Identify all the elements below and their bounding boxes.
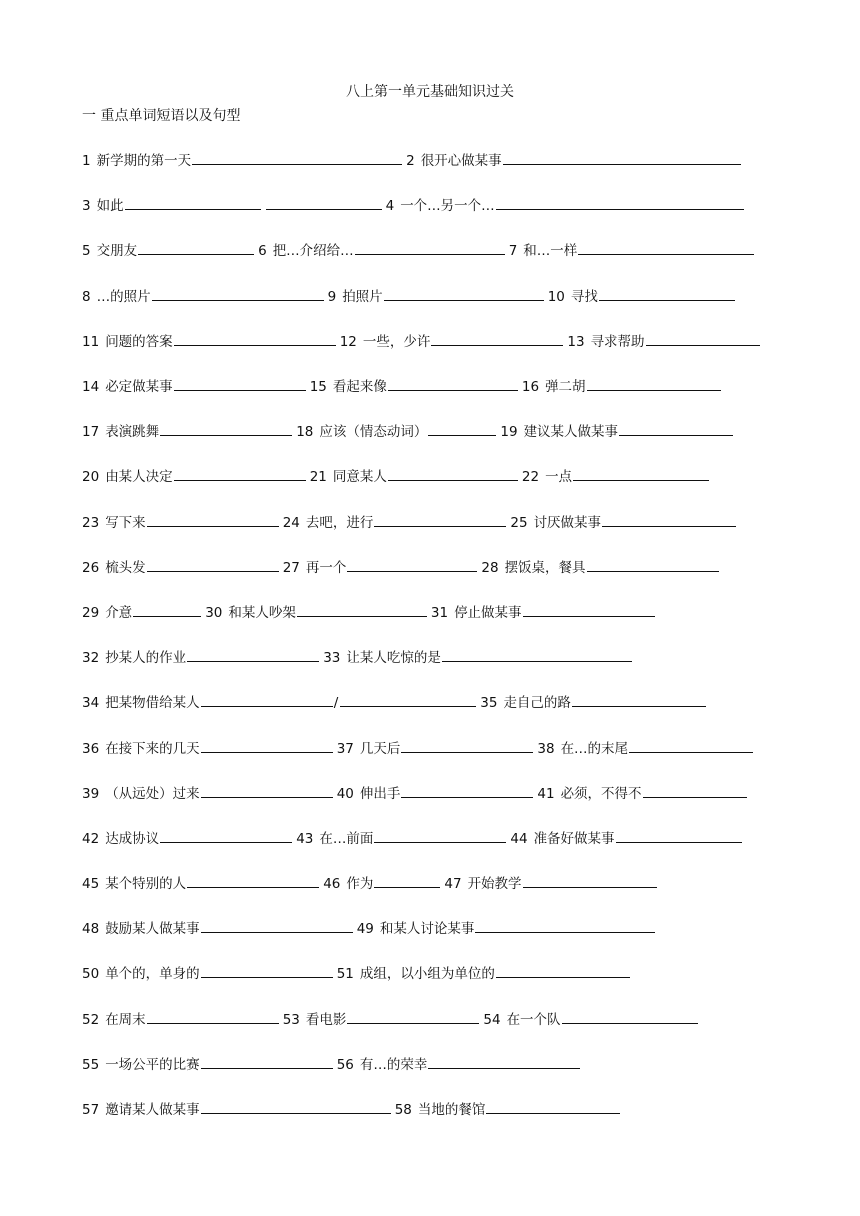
item-number: 4 <box>385 198 395 215</box>
item-number: 55 <box>82 1056 100 1073</box>
answer-blank[interactable] <box>201 738 333 753</box>
vocab-item <box>296 421 496 442</box>
answer-blank[interactable] <box>388 376 518 391</box>
vocab-row <box>82 816 782 861</box>
item-number: 35 <box>480 695 498 712</box>
answer-blank[interactable] <box>523 602 655 617</box>
answer-blank[interactable] <box>340 692 476 707</box>
item-prompt: 应该（情态动词） <box>319 424 428 441</box>
slash-separator: / <box>333 695 339 712</box>
vocab-item <box>82 557 279 578</box>
answer-blank[interactable] <box>523 873 657 888</box>
item-prompt: 作为 <box>346 876 374 893</box>
vocab-item <box>82 286 324 307</box>
answer-blank[interactable] <box>297 602 427 617</box>
item-prompt: 问题的答案 <box>105 333 173 350</box>
vocab-item <box>82 331 336 352</box>
item-number: 34 <box>82 695 100 712</box>
item-number: 8 <box>82 288 91 305</box>
vocab-item <box>510 512 736 533</box>
item-prompt: 和…一样 <box>523 243 578 260</box>
vocab-item <box>82 692 476 713</box>
item-prompt: 当地的餐馆 <box>417 1102 486 1119</box>
answer-blank[interactable] <box>201 783 333 798</box>
answer-blank[interactable] <box>147 557 279 572</box>
answer-blank[interactable] <box>388 466 518 481</box>
item-number: 54 <box>483 1011 501 1028</box>
answer-blank[interactable] <box>573 466 709 481</box>
item-prompt: （从远处）过来 <box>105 785 200 802</box>
item-prompt: 在接下来的几天 <box>105 740 200 757</box>
item-number: 51 <box>336 966 354 983</box>
answer-blank[interactable] <box>147 1009 279 1024</box>
vocab-row <box>82 997 782 1042</box>
vocab-item <box>82 421 292 442</box>
item-prompt: 在…前面 <box>319 830 374 847</box>
answer-blank[interactable] <box>442 647 632 662</box>
item-number: 53 <box>282 1011 300 1028</box>
vocab-item <box>82 963 333 984</box>
item-number: 11 <box>82 333 100 350</box>
vocab-item <box>323 647 632 668</box>
vocab-item <box>357 918 656 939</box>
vocab-item <box>500 421 733 442</box>
vocab-item <box>310 466 518 487</box>
vocab-row <box>82 183 782 228</box>
answer-blank[interactable] <box>562 1009 698 1024</box>
item-prompt: 走自己的路 <box>503 695 571 712</box>
item-number: 49 <box>356 921 374 938</box>
answer-blank[interactable] <box>646 331 760 346</box>
item-number: 2 <box>406 153 415 170</box>
vocab-item <box>328 286 544 307</box>
item-prompt: 写下来 <box>105 514 146 531</box>
item-prompt: 单个的，单身的 <box>105 966 200 983</box>
vocab-item <box>395 1099 621 1120</box>
item-prompt: 看起来像 <box>332 379 387 396</box>
answer-blank[interactable] <box>496 963 630 978</box>
vocab-item <box>82 647 319 668</box>
item-number: 6 <box>258 243 267 260</box>
item-prompt: 一些，少许 <box>362 333 431 350</box>
answer-blank[interactable] <box>266 195 382 210</box>
item-number: 29 <box>82 604 100 621</box>
item-number: 12 <box>339 333 357 350</box>
item-number: 3 <box>82 198 91 215</box>
vocab-item <box>340 331 564 352</box>
item-prompt: 表演跳舞 <box>105 424 160 441</box>
item-prompt: 让某人吃惊的是 <box>346 650 441 667</box>
item-prompt: 建议某人做某事 <box>523 424 619 441</box>
answer-blank[interactable] <box>587 376 721 391</box>
item-prompt: 去吧，进行 <box>305 514 374 531</box>
item-prompt: 看电影 <box>305 1011 347 1028</box>
vocabulary-list <box>82 138 782 1132</box>
vocab-item <box>82 918 353 939</box>
item-number: 25 <box>510 514 528 531</box>
vocab-item <box>337 783 534 804</box>
vocab-item <box>82 1054 333 1075</box>
vocab-item <box>386 195 744 216</box>
vocab-item <box>82 512 279 533</box>
item-prompt: 和某人吵架 <box>228 604 296 621</box>
item-prompt: 同意某人 <box>332 469 387 486</box>
item-prompt: 把某物借给某人 <box>105 695 200 712</box>
vocab-row <box>82 725 782 770</box>
answer-blank[interactable] <box>428 1054 580 1069</box>
item-prompt: 拍照片 <box>342 288 383 305</box>
answer-blank[interactable] <box>201 918 353 933</box>
answer-blank[interactable] <box>201 692 333 707</box>
answer-blank[interactable] <box>160 828 292 843</box>
answer-blank[interactable] <box>160 421 292 436</box>
vocab-row <box>82 454 782 499</box>
answer-blank[interactable] <box>496 195 744 210</box>
item-prompt: 新学期的第一天 <box>96 153 192 170</box>
answer-blank[interactable] <box>619 421 733 436</box>
item-number: 24 <box>282 514 300 531</box>
vocab-item <box>205 602 427 623</box>
section-heading: 一 重点单词短语以及句型 <box>82 108 241 124</box>
item-number: 13 <box>567 333 585 350</box>
item-prompt: 成组，以小组为单位的 <box>359 966 495 983</box>
item-number: 31 <box>430 604 449 621</box>
page-title: 八上第一单元基础知识过关 <box>346 84 514 100</box>
item-number: 44 <box>510 830 528 847</box>
answer-blank[interactable] <box>578 240 754 255</box>
item-number: 15 <box>309 379 327 396</box>
answer-blank[interactable] <box>503 150 741 165</box>
answer-blank[interactable] <box>374 512 506 527</box>
vocab-row <box>82 319 782 364</box>
item-number: 28 <box>481 559 499 576</box>
vocab-row <box>82 680 782 725</box>
item-number: 42 <box>82 830 100 847</box>
item-number: 33 <box>323 650 341 667</box>
vocab-item <box>510 828 741 849</box>
item-number: 56 <box>336 1056 354 1073</box>
item-prompt: 达成协议 <box>105 830 160 847</box>
item-prompt: 寻找 <box>570 288 598 305</box>
answer-blank[interactable] <box>347 557 477 572</box>
vocab-item <box>481 557 718 578</box>
answer-blank[interactable] <box>572 692 706 707</box>
item-number: 32 <box>82 650 100 667</box>
answer-blank[interactable] <box>629 738 753 753</box>
item-prompt: 准备好做某事 <box>533 830 615 847</box>
item-prompt: 介意 <box>105 604 133 621</box>
vocab-row <box>82 635 782 680</box>
item-number: 1 <box>82 153 91 170</box>
item-prompt: 由某人决定 <box>105 469 173 486</box>
vocab-item <box>337 1054 581 1075</box>
item-prompt: 几天后 <box>359 740 401 757</box>
item-number: 43 <box>296 830 314 847</box>
item-number: 36 <box>82 740 100 757</box>
item-number: 39 <box>82 785 100 802</box>
item-prompt: 邀请某人做某事 <box>105 1102 200 1119</box>
answer-blank[interactable] <box>201 1054 333 1069</box>
answer-blank[interactable] <box>201 963 333 978</box>
answer-blank[interactable] <box>138 240 254 255</box>
item-prompt: 把…介绍给… <box>272 243 354 260</box>
answer-blank[interactable] <box>384 286 544 301</box>
vocab-item <box>480 692 706 713</box>
vocab-row <box>82 771 782 816</box>
item-prompt: 一个…另一个… <box>400 198 495 215</box>
item-prompt: 再一个 <box>305 559 347 576</box>
vocab-row <box>82 545 782 590</box>
item-number: 27 <box>282 559 300 576</box>
answer-blank[interactable] <box>192 150 402 165</box>
item-prompt: 停止做某事 <box>454 604 522 621</box>
item-prompt: 开始教学 <box>467 876 522 893</box>
vocab-row <box>82 364 782 409</box>
item-number: 57 <box>82 1102 100 1119</box>
vocab-item <box>406 150 741 171</box>
item-prompt: 在一个队 <box>506 1011 561 1028</box>
item-prompt: 交朋友 <box>96 243 138 260</box>
item-prompt: 一场公平的比赛 <box>105 1056 200 1073</box>
answer-blank[interactable] <box>133 602 201 617</box>
item-number: 50 <box>82 966 100 983</box>
item-number: 58 <box>394 1102 412 1119</box>
answer-blank[interactable] <box>587 557 719 572</box>
answer-blank[interactable] <box>431 331 563 346</box>
answer-blank[interactable] <box>599 286 735 301</box>
vocab-item <box>522 466 709 487</box>
vocab-item <box>567 331 759 352</box>
vocab-item <box>283 1009 480 1030</box>
item-number: 41 <box>537 785 555 802</box>
item-prompt: 梳头发 <box>105 559 146 576</box>
item-number: 46 <box>323 876 341 893</box>
answer-blank[interactable] <box>602 512 736 527</box>
vocab-item <box>548 286 735 307</box>
item-prompt: 必定做某事 <box>105 379 173 396</box>
vocab-row <box>82 951 782 996</box>
answer-blank[interactable] <box>401 783 533 798</box>
answer-blank[interactable] <box>174 466 306 481</box>
vocab-row <box>82 906 782 951</box>
vocab-item <box>283 512 507 533</box>
vocab-item <box>258 240 505 261</box>
item-number: 45 <box>82 876 100 893</box>
answer-blank[interactable] <box>201 1099 391 1114</box>
vocab-item <box>444 873 656 894</box>
item-number: 22 <box>521 469 540 486</box>
item-number: 40 <box>336 785 354 802</box>
answer-blank[interactable] <box>187 873 319 888</box>
vocab-item <box>537 738 753 759</box>
vocab-item <box>82 376 306 397</box>
vocab-item <box>537 783 746 804</box>
vocab-row <box>82 228 782 273</box>
item-number: 48 <box>82 921 100 938</box>
answer-blank[interactable] <box>355 240 505 255</box>
vocab-item <box>509 240 755 261</box>
item-prompt: 寻求帮助 <box>590 333 645 350</box>
vocab-item <box>82 240 254 261</box>
vocab-item <box>323 873 440 894</box>
item-prompt: 和某人讨论某事 <box>379 921 475 938</box>
vocab-item <box>82 738 333 759</box>
answer-blank[interactable] <box>174 376 306 391</box>
answer-blank[interactable] <box>347 1009 479 1024</box>
vocab-item <box>483 1009 697 1030</box>
vocab-item <box>82 828 292 849</box>
vocab-item <box>522 376 721 397</box>
item-number: 20 <box>82 469 100 486</box>
vocab-item <box>82 466 306 487</box>
item-prompt: 摆饭桌，餐具 <box>504 559 586 576</box>
item-prompt: 伸出手 <box>359 785 401 802</box>
item-number: 19 <box>500 424 518 441</box>
answer-blank[interactable] <box>152 286 324 301</box>
vocab-row <box>82 1087 782 1132</box>
vocab-item <box>431 602 655 623</box>
item-prompt: 如此 <box>96 198 124 215</box>
item-number: 23 <box>82 514 100 531</box>
item-number: 7 <box>508 243 518 260</box>
answer-blank[interactable] <box>401 738 533 753</box>
item-number: 30 <box>205 604 223 621</box>
item-prompt: 必须，不得不 <box>560 785 642 802</box>
item-prompt: 在…的末尾 <box>560 740 629 757</box>
item-prompt: 很开心做某事 <box>420 153 502 170</box>
item-number: 26 <box>82 559 100 576</box>
vocab-item <box>82 1009 279 1030</box>
vocab-item <box>337 738 534 759</box>
item-number: 38 <box>537 740 555 757</box>
vocab-item <box>82 873 319 894</box>
vocab-row <box>82 138 782 183</box>
item-prompt: …的照片 <box>96 288 151 305</box>
item-number: 14 <box>82 379 100 396</box>
answer-blank[interactable] <box>643 783 747 798</box>
item-prompt: 某个特别的人 <box>105 876 187 893</box>
vocab-item <box>296 828 506 849</box>
answer-blank[interactable] <box>374 873 440 888</box>
vocab-item <box>310 376 518 397</box>
item-prompt: 在周末 <box>105 1011 146 1028</box>
vocab-item <box>82 195 382 216</box>
vocab-row <box>82 1042 782 1087</box>
answer-blank[interactable] <box>147 512 279 527</box>
item-number: 17 <box>82 424 100 441</box>
answer-blank[interactable] <box>475 918 655 933</box>
vocab-item <box>82 1099 391 1120</box>
vocab-row <box>82 274 782 319</box>
answer-blank[interactable] <box>428 421 496 436</box>
vocab-row <box>82 500 782 545</box>
item-number: 21 <box>309 469 327 486</box>
vocab-row <box>82 409 782 454</box>
answer-blank[interactable] <box>174 331 336 346</box>
answer-blank[interactable] <box>125 195 261 210</box>
vocab-item <box>82 783 333 804</box>
item-prompt: 抄某人的作业 <box>105 650 187 667</box>
item-number: 9 <box>327 288 337 305</box>
vocab-item <box>283 557 478 578</box>
vocab-item <box>337 963 630 984</box>
answer-blank[interactable] <box>486 1099 620 1114</box>
item-prompt: 一点 <box>545 469 573 486</box>
item-prompt: 弹二胡 <box>545 379 586 396</box>
item-number: 5 <box>82 243 91 260</box>
vocab-item <box>82 602 201 623</box>
vocab-row <box>82 590 782 635</box>
item-number: 10 <box>547 288 565 305</box>
item-number: 18 <box>296 424 314 441</box>
item-number: 37 <box>336 740 354 757</box>
vocab-row <box>82 861 782 906</box>
item-prompt: 有…的荣幸 <box>359 1056 428 1073</box>
vocab-item <box>82 150 402 171</box>
item-prompt: 讨厌做某事 <box>533 514 602 531</box>
item-number: 52 <box>82 1011 100 1028</box>
answer-blank[interactable] <box>616 828 742 843</box>
answer-blank[interactable] <box>187 647 319 662</box>
answer-blank[interactable] <box>374 828 506 843</box>
item-number: 47 <box>444 876 462 893</box>
item-number: 16 <box>521 379 540 396</box>
item-prompt: 鼓励某人做某事 <box>105 921 200 938</box>
